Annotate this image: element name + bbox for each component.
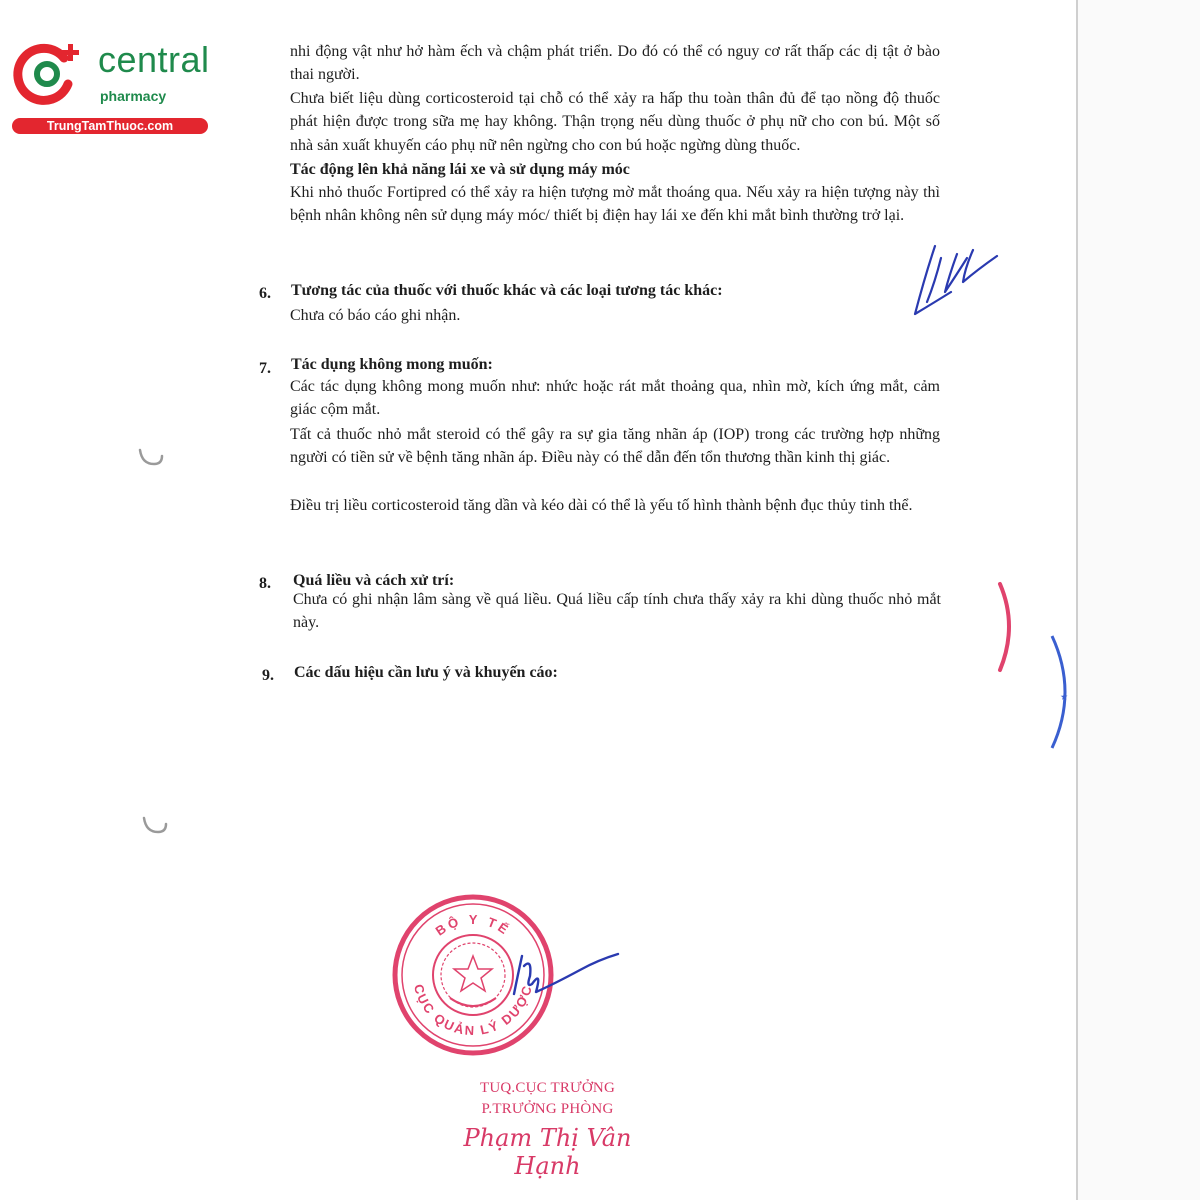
punch-hole-icon <box>140 812 170 836</box>
signer-title-line-2: P.TRƯỞNG PHÒNG <box>481 1101 614 1117</box>
logo-wordmark: central <box>98 39 210 80</box>
signer-title-line-1: TUQ.CỤC TRƯỞNG <box>479 1080 615 1096</box>
section-7-body-3: Điều trị liều corticosteroid tăng dần và kéo dài có thể là yếu tố hình thành bệnh đục thủy tinh thể. <box>290 497 913 514</box>
partial-blue-stamp-icon <box>1044 632 1078 752</box>
page-margin-shade <box>1078 0 1200 1200</box>
stamp-ring-text: CỤC QUẢN LÝ DƯỢC <box>410 982 536 1039</box>
stamp-top-text: BỘ Y TẾ <box>432 911 514 939</box>
section-7-body-1: Các tác dụng không mong muốn như: nhức hoặc rát mắt thoảng qua, nhìn mờ, kích ứng mắt, cảm giác cộm mắt. <box>290 378 940 419</box>
paragraph-lactation: Chưa biết liệu dùng corticosteroid tại chỗ có thể xảy ra hấp thu toàn thân đủ để tạo nồng độ thuốc phát hiện được trong sữa mẹ hay không. Thận trọng nếu dùng thuốc ở phụ nữ cho con bú. Một số nhà sản xuất khuyến cáo phụ nữ nên ngừng cho con bú hoặc ngừng dùng thuốc. <box>290 90 940 154</box>
side-bracket-mark-icon <box>990 580 1020 675</box>
official-signature-icon <box>508 948 623 1008</box>
paragraph-pregnancy: nhi động vật như hở hàm ếch và chậm phát triển. Do đó có thể có nguy cơ rất thấp các dị tật ở bào thai người. <box>290 43 940 84</box>
logo-subtitle: pharmacy <box>100 88 167 104</box>
section-7-number: 7. <box>259 360 271 377</box>
section-6-number: 6. <box>259 285 271 302</box>
punch-hole-icon <box>136 444 166 468</box>
pharmacy-cross-icon <box>12 38 92 108</box>
paragraph-driving: Khi nhỏ thuốc Fortipred có thể xảy ra hiện tượng mờ mắt thoáng qua. Nếu xảy ra hiện tượng này thì bệnh nhân không nên sử dụng máy móc/ thiết bị điện hay lái xe đến khi mắt bình thường trở lại. <box>290 184 940 225</box>
section-6-title: Tương tác của thuốc với thuốc khác và các loại tương tác khác: <box>291 282 723 299</box>
svg-text:★: ★ <box>1058 691 1071 703</box>
section-6-body: Chưa có báo cáo ghi nhận. <box>290 307 461 324</box>
signature-top-icon <box>905 236 1005 326</box>
section-8-title: Quá liều và cách xử trí: <box>293 572 455 589</box>
page-edge <box>1076 0 1078 1200</box>
section-8-body: Chưa có ghi nhận lâm sàng về quá liều. Quá liều cấp tính chưa thấy xảy ra khi dùng thuốc nhỏ mắt này. <box>293 591 941 632</box>
section-7-body-2: Tất cả thuốc nhỏ mắt steroid có thể gây ra sự gia tăng nhãn áp (IOP) trong các trường hợp những người có tiền sử về bệnh tăng nhãn áp. Điều này có thể dẫn đến tổn thương thần kinh thị giác. <box>290 426 940 467</box>
driving-heading: Tác động lên khả năng lái xe và sử dụng máy móc <box>290 161 630 178</box>
section-9-number: 9. <box>262 667 274 684</box>
logo-url-badge[interactable]: TrungTamThuoc.com <box>12 118 208 134</box>
section-8-number: 8. <box>259 575 271 592</box>
section-7-title: Tác dụng không mong muốn: <box>291 356 493 373</box>
signer-name: Phạm Thị Vân Hạnh <box>463 1124 632 1180</box>
central-pharmacy-logo[interactable] <box>12 36 212 136</box>
section-9-title: Các dấu hiệu cần lưu ý và khuyến cáo: <box>294 664 558 681</box>
